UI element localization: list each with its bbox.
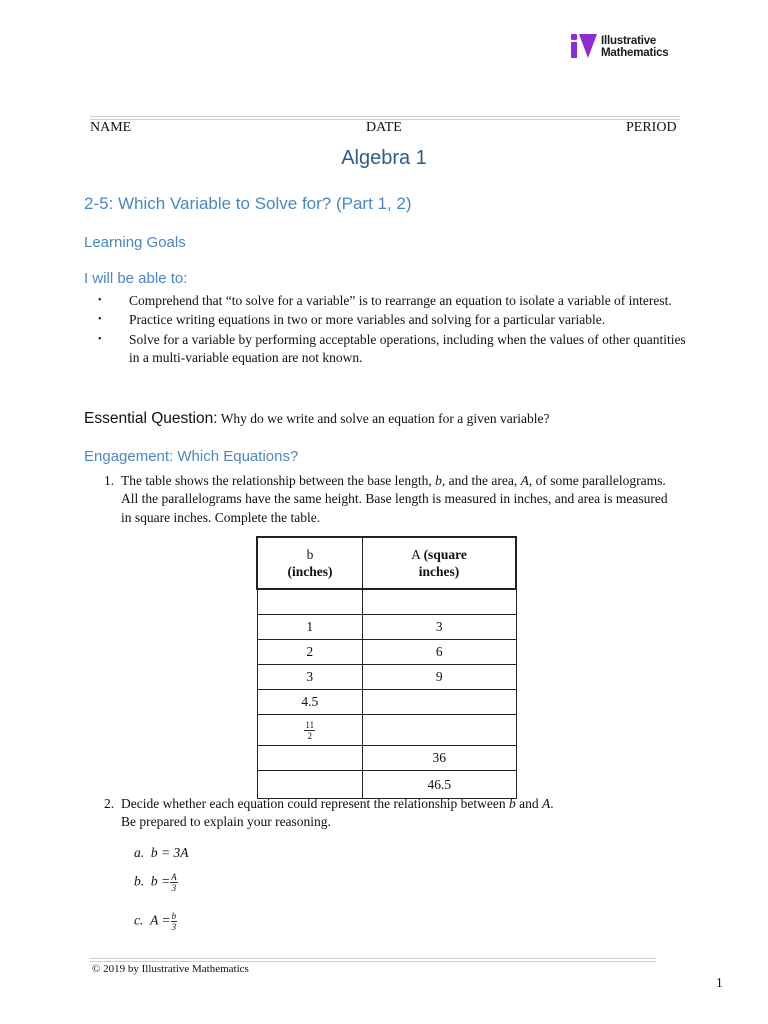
fraction: $\frac{11}{2}$ bbox=[305, 719, 315, 741]
table-row bbox=[257, 615, 516, 640]
lesson-title: 2-5: Which Variable to Solve for? (Part 1, 2) bbox=[84, 194, 412, 213]
goals-list bbox=[92, 292, 692, 368]
option-a: a. b = 3A bbox=[134, 845, 189, 860]
essential-question-text: Why do we write and solve an equation for a given variable? bbox=[220, 411, 550, 426]
cell-b bbox=[257, 715, 363, 746]
page-number: 1 bbox=[716, 975, 723, 990]
cell-b: 1 bbox=[257, 615, 363, 640]
fraction: $\frac{b}{3}$ bbox=[171, 911, 177, 932]
logo-line-1: Illustrative bbox=[601, 35, 657, 47]
base-area-table bbox=[256, 536, 517, 799]
option-b: b. b = $\frac{A}{3}$ bbox=[134, 872, 177, 893]
period-label: PERIOD bbox=[626, 120, 677, 135]
list-item: • Comprehend that “to solve for a variable” is to rearrange an equation to isolate a variable of interest. bbox=[98, 293, 672, 308]
cell-a: 46.5 bbox=[363, 771, 517, 799]
cell-a: 36 bbox=[363, 746, 517, 771]
cell-a: 9 bbox=[363, 665, 517, 690]
cell-a[interactable] bbox=[363, 690, 517, 715]
course-title: Algebra 1 bbox=[341, 147, 427, 169]
fraction: $\frac{A}{3}$ bbox=[171, 872, 177, 893]
learning-goals-heading: Learning Goals bbox=[84, 234, 186, 251]
column-header-a: A (square inches) bbox=[363, 537, 517, 589]
table-row bbox=[257, 746, 516, 771]
able-heading: I will be able to: bbox=[84, 270, 188, 287]
column-header-b: b (inches) bbox=[257, 537, 363, 589]
list-item: • Practice writing equations in two or more variables and solving for a particular variable. bbox=[98, 312, 606, 328]
question-text: Decide whether each equation could represent the relationship between b and A. Be prepared to explain your reasoning. bbox=[121, 796, 554, 830]
option-c: c. A = $\frac{b}{3}$ bbox=[134, 911, 177, 932]
cell-b: 2 bbox=[257, 640, 363, 665]
copyright: © 2019 by Illustrative Mathematics bbox=[92, 963, 249, 975]
question-1 bbox=[104, 472, 684, 532]
cell-a: 3 bbox=[363, 615, 517, 640]
logo-line-2: Mathematics bbox=[601, 47, 669, 59]
question-number: 2. bbox=[104, 796, 115, 811]
cell-a: 6 bbox=[363, 640, 517, 665]
header-rule-top bbox=[90, 116, 680, 117]
cell-b: 3 bbox=[257, 665, 363, 690]
list-item: • Solve for a variable by performing acceptable operations, including when the values of other quantities in a multi-variable equation are not known. bbox=[98, 331, 686, 365]
im-logo-icon bbox=[570, 34, 600, 60]
cell-b[interactable] bbox=[257, 746, 363, 771]
question-number: 1. bbox=[104, 473, 115, 488]
question-text: The table shows the relationship between the base length, b, and the area, A, of some parallelograms. All the parallelograms have the same height. Base length is measured in inches, and area is measured in square inches. Complete the table. bbox=[121, 473, 668, 525]
cell-b: 4.5 bbox=[257, 690, 363, 715]
essential-question bbox=[84, 410, 549, 428]
table-row bbox=[257, 690, 516, 715]
date-label: DATE bbox=[366, 120, 402, 135]
cell-a[interactable] bbox=[363, 715, 517, 746]
engagement-heading: Engagement: Which Equations? bbox=[84, 448, 299, 465]
footer-rule-2 bbox=[90, 961, 656, 962]
essential-question-label: Essential Question: bbox=[84, 410, 218, 427]
table-row bbox=[257, 640, 516, 665]
footer-rule bbox=[90, 958, 656, 959]
table-row bbox=[257, 715, 516, 746]
table-row bbox=[257, 665, 516, 690]
name-label: NAME bbox=[90, 120, 132, 135]
illustrative-mathematics-logo bbox=[570, 34, 690, 60]
question-2 bbox=[104, 795, 684, 835]
